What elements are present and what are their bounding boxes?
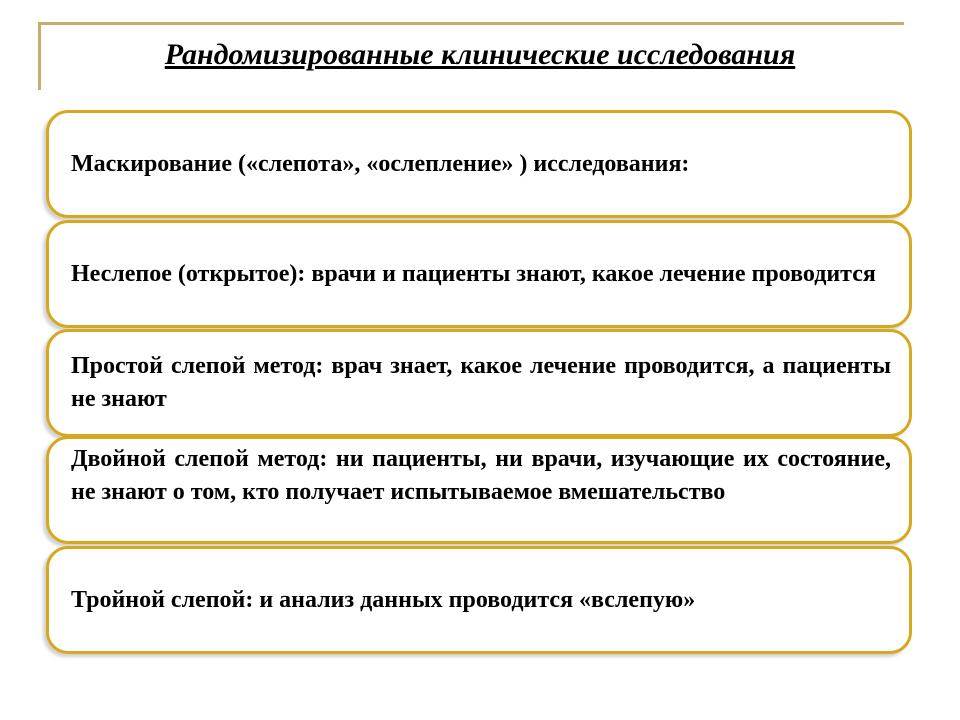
- box-double-blind-text: Двойной слепой метод: ни пациенты, ни врачи, изучающие их состояние, не знают о том, кто получает испытываемое вмешательство: [71, 446, 891, 505]
- box-open-label: [46, 220, 912, 328]
- box-double-blind: [46, 436, 912, 544]
- decorative-horizontal-line: [38, 22, 904, 25]
- box-open-label-text: Неслепое (открытое): врачи и пациенты знают, какое лечение проводится: [71, 260, 876, 287]
- box-single-blind-text: Простой слепой метод: врач знает, какое лечение проводится, а пациенты не знают: [71, 353, 891, 412]
- box-single-blind: [46, 329, 912, 437]
- box-triple-blind: [46, 546, 912, 654]
- box-triple-blind-text: Тройной слепой: и анализ данных проводится «вслепую»: [71, 586, 696, 613]
- box-masking-text: Маскирование («слепота», «ослепление» ) исследования:: [71, 150, 690, 177]
- slide-title: Рандомизированные клинические исследования: [164, 38, 796, 71]
- box-masking: [46, 110, 912, 218]
